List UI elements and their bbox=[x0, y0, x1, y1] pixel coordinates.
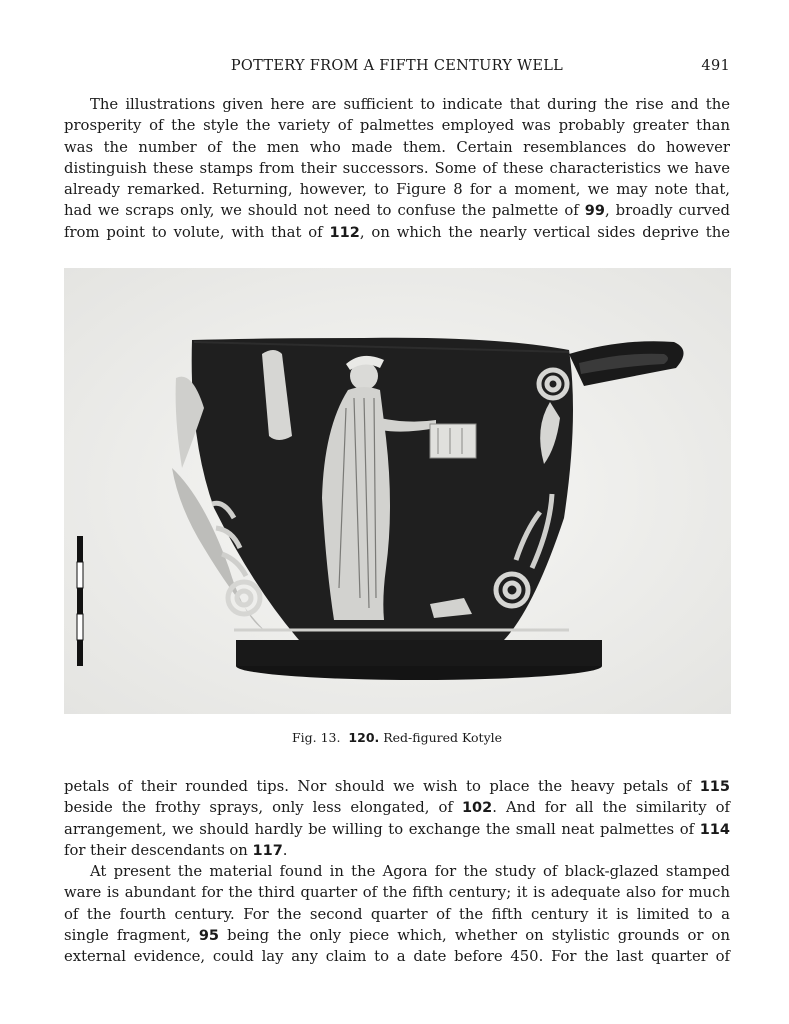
text-line: had we scraps only, we should not need to confuse the palmette of 99, broadly curved bbox=[64, 202, 731, 220]
catalog-number: 117 bbox=[252, 842, 283, 859]
text-line: prosperity of the style the variety of palmettes employed was probably greater than bbox=[64, 117, 730, 135]
text-line: was the number of the men who made them. Certain resemblances do however bbox=[64, 138, 730, 156]
catalog-number: 102 bbox=[461, 800, 493, 817]
catalog-number: 99 bbox=[584, 203, 605, 220]
text-line: of the fourth century. For the second quarter of the fifth century it is limited to a bbox=[64, 905, 730, 923]
text-line: for their descendants on 117. bbox=[64, 841, 288, 859]
catalog-number: 114 bbox=[699, 821, 730, 838]
text-line: from point to volute, with that of 112, on which the nearly vertical sides deprive the bbox=[64, 223, 730, 241]
catalog-number: 115 bbox=[699, 779, 730, 795]
caption-number: 120. bbox=[348, 730, 380, 745]
figure-caption bbox=[64, 730, 730, 745]
text-line: At present the material found in the Agora for the study of black-glazed stamped bbox=[90, 863, 730, 880]
text-line: ware is abundant for the third quarter of the fifth century; it is adequate also for much bbox=[64, 884, 730, 902]
paragraph-1 bbox=[64, 94, 730, 243]
text-line: beside the frothy sprays, only less elongated, of 102. And for all the similarity of bbox=[64, 799, 730, 817]
text-line: external evidence, could lay any claim to a date before 450. For the last quarter of bbox=[64, 948, 730, 966]
text-line: The illustrations given here are sufficient to indicate that during the rise and the bbox=[90, 96, 730, 113]
text-line: petals of their rounded tips. Nor should we wish to place the heavy petals of 115 bbox=[64, 778, 730, 795]
caption-label: Fig. 13. bbox=[291, 730, 341, 745]
running-title: POTTERY FROM A FIFTH CENTURY WELL bbox=[230, 58, 564, 74]
caption-text: Red-figured Kotyle bbox=[383, 730, 503, 745]
figure-photo bbox=[64, 268, 731, 714]
catalog-number: 95 bbox=[198, 927, 220, 944]
text-line: already remarked. Returning, however, to Figure 8 for a moment, we may note that, bbox=[64, 181, 730, 199]
text-line: arrangement, we should hardly be willing to exchange the small neat palmettes of 114 bbox=[64, 820, 730, 838]
paragraph-3 bbox=[64, 861, 730, 967]
page-number: 491 bbox=[701, 58, 730, 74]
scale-bar bbox=[77, 536, 83, 666]
paragraph-2 bbox=[64, 776, 730, 861]
kotyle-photo bbox=[64, 268, 731, 714]
running-header bbox=[64, 58, 730, 80]
text-line: distinguish these stamps from their successors. Some of these characteristics we have bbox=[64, 159, 730, 177]
text-line: single fragment, 95 being the only piece which, whether on stylistic grounds or on bbox=[64, 926, 730, 944]
catalog-number: 112 bbox=[329, 224, 360, 241]
